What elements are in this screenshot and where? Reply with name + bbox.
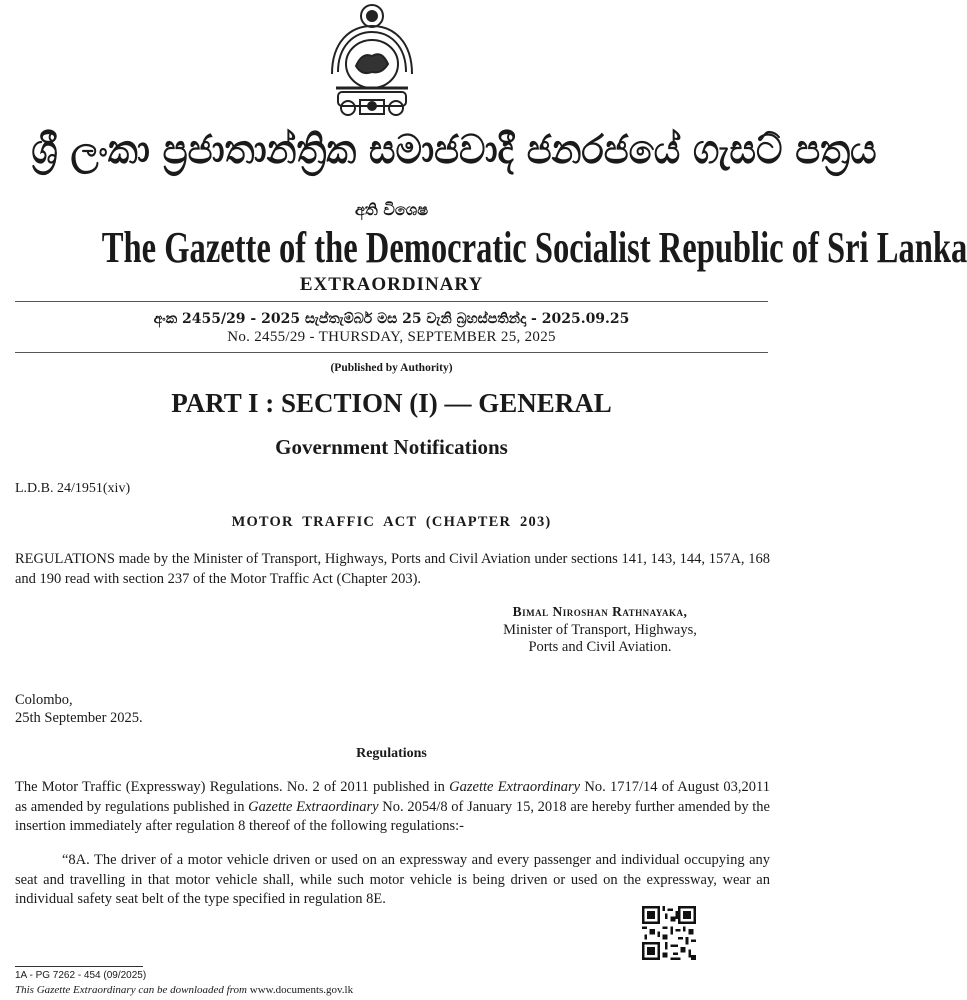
- para1-text-a: The Motor Traffic (Expressway) Regulations. No. 2 of 2011 published in: [15, 779, 450, 795]
- sinhala-gazette-title: ශ්‍රී ලංකා ප්‍රජාතාන්ත්‍රික සමාජවාදී ජනරජයේ ගැසට් පත්‍රය: [31, 126, 877, 173]
- extraordinary-label: EXTRAORDINARY: [299, 274, 484, 295]
- para1-text-c: No. 2054/8 of January 15, 2018 are hereby further amended by the insertion immediately after regulation 8 thereof of the following regulations:-: [15, 798, 770, 834]
- sinhala-extraordinary-label: අති විශෙෂ: [354, 200, 429, 219]
- issue-line-english: No. 2455/29 - THURSDAY, SEPTEMBER 25, 2025: [227, 329, 556, 345]
- act-title: MOTOR TRAFFIC ACT (CHAPTER 203): [231, 514, 552, 530]
- para1-text-b: No. 1717/14 of August 03,2011 as amended by regulations published in: [15, 779, 770, 815]
- regulations-preamble: REGULATIONS made by the Minister of Transport, Highways, Ports and Civil Aviation under sections 141, 143, 144, 157A, 168 and 190 read with section 237 of the Motor Traffic Act (Chapter 203).: [15, 551, 770, 587]
- download-note: [15, 984, 353, 996]
- signatory-name: Bimal Niroshan Rathnayaka,: [512, 604, 688, 619]
- part-section-title: PART I : SECTION (I) — GENERAL: [171, 388, 612, 418]
- section-heading: Government Notifications: [275, 435, 508, 459]
- header-rule-top: [15, 301, 768, 302]
- para1-italic-a: Gazette Extraordinary: [449, 779, 581, 795]
- issue-line-sinhala: අංක 2455/29 - 2025 සැප්තැම්බර් මස 25 වැනි බ්‍රහස්පතින්දා - 2025.09.25: [153, 311, 630, 327]
- regulations-heading: Regulations: [356, 746, 427, 761]
- issue-date: 25th September 2025.: [15, 710, 143, 726]
- download-note-text: This Gazette Extraordinary can be downloaded from: [15, 984, 250, 996]
- print-code: 1A - PG 7262 - 454 (09/2025): [15, 970, 147, 981]
- reference-number: L.D.B. 24/1951(xiv): [15, 481, 131, 496]
- published-by-authority: (Published by Authority): [330, 362, 453, 374]
- amendment-paragraph: [15, 778, 770, 837]
- regulation-8a-paragraph: “8A. The driver of a motor vehicle driven or used on an expressway and every passenger and individual occupying any seat and travelling in that motor vehicle shall, while such motor vehicle is being driven or used on the expressway, wear an individual safety seat belt of the type specified in regulation 8E.: [15, 852, 770, 907]
- footer-rule: [15, 966, 143, 967]
- qr-code-icon[interactable]: [642, 906, 696, 960]
- issue-place: Colombo,: [15, 692, 73, 708]
- gazette-title: The Gazette of the Democratic Socialist Republic of Sri Lanka: [101, 223, 967, 272]
- download-link[interactable]: www.documents.gov.lk: [249, 984, 354, 996]
- signatory-title-line1: Minister of Transport, Highways,: [503, 622, 697, 638]
- signatory-title-line2: Ports and Civil Aviation.: [528, 639, 672, 655]
- header-rule-bottom: [15, 352, 768, 353]
- national-emblem-icon: [326, 2, 418, 120]
- para1-italic-b: Gazette Extraordinary: [248, 798, 379, 815]
